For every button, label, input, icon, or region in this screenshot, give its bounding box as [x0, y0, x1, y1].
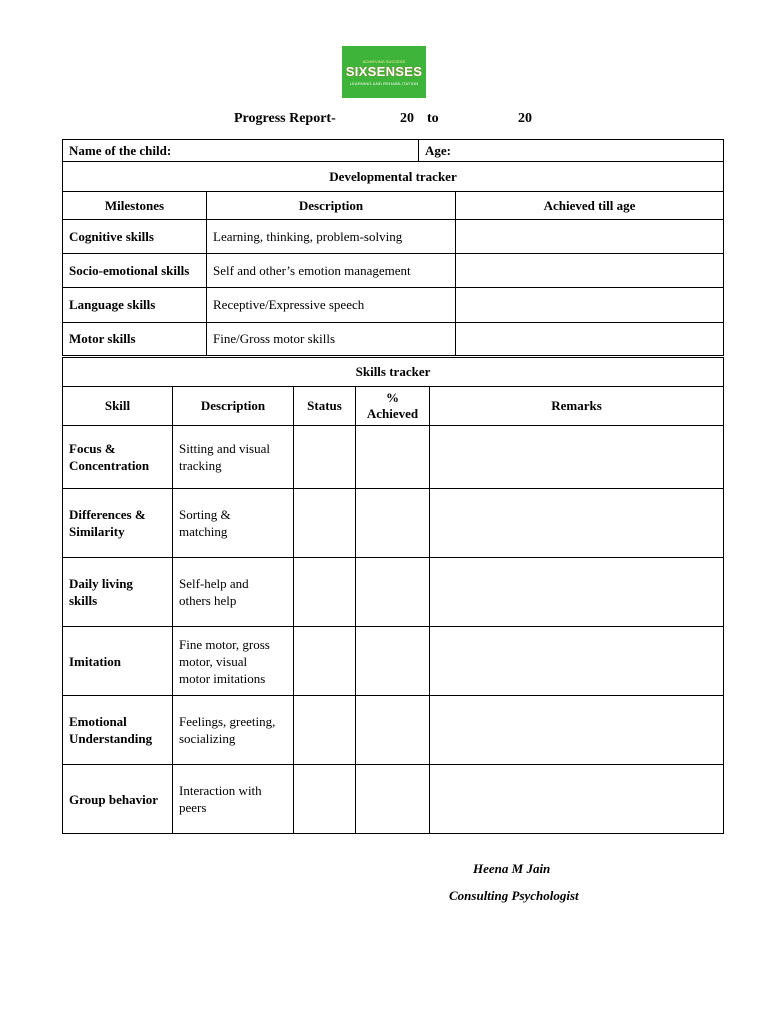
table-row: [63, 696, 724, 765]
year-to: 20: [518, 111, 532, 126]
developmental-title: Developmental tracker: [63, 162, 724, 192]
status-cell[interactable]: [294, 765, 356, 834]
skill-name-line: Focus &: [69, 441, 116, 456]
year-from: 20: [400, 111, 414, 126]
signature-name: Heena M Jain: [473, 861, 551, 876]
sixsenses-logo: [342, 46, 426, 98]
milestone-description: Receptive/Expressive speech: [207, 288, 456, 323]
percent-cell[interactable]: [356, 558, 430, 627]
milestone-name: Socio-emotional skills: [63, 254, 207, 288]
achieved-cell[interactable]: [456, 254, 724, 288]
skill-description-line: Self-help and: [179, 576, 249, 591]
col-achieved: Achieved till age: [456, 192, 724, 220]
skill-description: [173, 426, 294, 489]
status-cell[interactable]: [294, 627, 356, 696]
col-remarks: Remarks: [430, 387, 724, 426]
milestone-description: Fine/Gross motor skills: [207, 323, 456, 356]
child-info-row: [63, 140, 724, 162]
skill-name-line: Differences &: [69, 507, 146, 522]
child-name-field[interactable]: Name of the child:: [63, 140, 419, 162]
skill-description: [173, 489, 294, 558]
milestone-name: Cognitive skills: [63, 220, 207, 254]
logo-brand-text: SIXSENSES: [345, 63, 423, 79]
table-row: [63, 489, 724, 558]
skill-description-line: Sorting &: [179, 507, 231, 522]
percent-label: Achieved: [366, 406, 419, 421]
remarks-cell[interactable]: [430, 489, 724, 558]
milestone-description: Learning, thinking, problem-solving: [207, 220, 456, 254]
to-label: to: [427, 111, 439, 126]
percent-cell[interactable]: [356, 765, 430, 834]
report-title: [0, 111, 768, 129]
skill-name-line: Imitation: [69, 653, 121, 669]
achieved-cell[interactable]: [456, 323, 724, 356]
table-row: [63, 254, 724, 288]
percent-symbol: %: [386, 390, 399, 405]
skill-name-line: Concentration: [69, 458, 150, 473]
skill-name: [63, 558, 173, 627]
col-status: Status: [294, 387, 356, 426]
remarks-cell[interactable]: [430, 558, 724, 627]
col-percent-achieved: [356, 387, 430, 426]
skill-description: [173, 627, 294, 696]
skill-name-line: Understanding: [69, 731, 153, 746]
skill-name: [63, 426, 173, 489]
milestone-description: Self and other’s emotion management: [207, 254, 456, 288]
skills-header-row: [63, 387, 724, 426]
skill-name-line: Similarity: [69, 524, 125, 539]
table-row: [63, 627, 724, 696]
percent-cell[interactable]: [356, 426, 430, 489]
skill-description-line: others help: [179, 593, 237, 608]
skill-name: [63, 627, 173, 696]
status-cell[interactable]: [294, 426, 356, 489]
logo-tagline: LEARNING AND REHABILITATION: [349, 80, 419, 86]
percent-cell[interactable]: [356, 627, 430, 696]
status-cell[interactable]: [294, 558, 356, 627]
table-row: [63, 426, 724, 489]
table-row: [63, 288, 724, 323]
table-row: [63, 220, 724, 254]
skill-description-line: Sitting and visual: [179, 441, 270, 456]
skill-description: [173, 696, 294, 765]
milestone-name: Language skills: [63, 288, 207, 323]
developmental-header-row: [63, 192, 724, 220]
status-cell[interactable]: [294, 489, 356, 558]
skill-description: [173, 558, 294, 627]
col-milestones: Milestones: [63, 192, 207, 220]
skill-description-line: socializing: [179, 731, 236, 746]
skill-name: [63, 489, 173, 558]
remarks-cell[interactable]: [430, 627, 724, 696]
skill-description-line: Interaction with: [179, 783, 262, 798]
signature-role: Consulting Psychologist: [449, 888, 579, 903]
table-row: [63, 323, 724, 356]
title-label: Progress Report-: [234, 111, 336, 126]
skill-description-line: motor, visual: [179, 653, 248, 669]
milestone-name: Motor skills: [63, 323, 207, 356]
status-cell[interactable]: [294, 696, 356, 765]
achieved-cell[interactable]: [456, 288, 724, 323]
skill-description-line: peers: [179, 800, 207, 815]
skill-description-line: tracking: [179, 458, 222, 473]
col-description: Description: [207, 192, 456, 220]
skill-name: [63, 765, 173, 834]
remarks-cell[interactable]: [430, 765, 724, 834]
skills-title: Skills tracker: [63, 358, 724, 387]
achieved-cell[interactable]: [456, 220, 724, 254]
skill-name: [63, 696, 173, 765]
col-skill-description: Description: [173, 387, 294, 426]
skill-description-line: Feelings, greeting,: [179, 714, 276, 729]
table-row: [63, 558, 724, 627]
table-row: [63, 765, 724, 834]
child-age-field[interactable]: Age:: [419, 140, 724, 162]
skill-description-line: matching: [179, 524, 228, 539]
percent-cell[interactable]: [356, 696, 430, 765]
skill-description-line: motor imitations: [179, 670, 266, 686]
skill-description-line: Fine motor, gross: [179, 636, 270, 652]
skill-name-line: Group behavior: [69, 791, 158, 807]
developmental-table: [62, 139, 724, 356]
col-skill: Skill: [63, 387, 173, 426]
skill-description: [173, 765, 294, 834]
logo-arc-text: ACHIEVING SUCCESS: [362, 58, 406, 64]
remarks-cell[interactable]: [430, 696, 724, 765]
percent-cell[interactable]: [356, 489, 430, 558]
remarks-cell[interactable]: [430, 426, 724, 489]
skills-table: [62, 357, 724, 834]
skill-name-line: Daily living: [69, 576, 133, 591]
skill-name-line: skills: [69, 593, 98, 608]
skill-name-line: Emotional: [69, 714, 127, 729]
